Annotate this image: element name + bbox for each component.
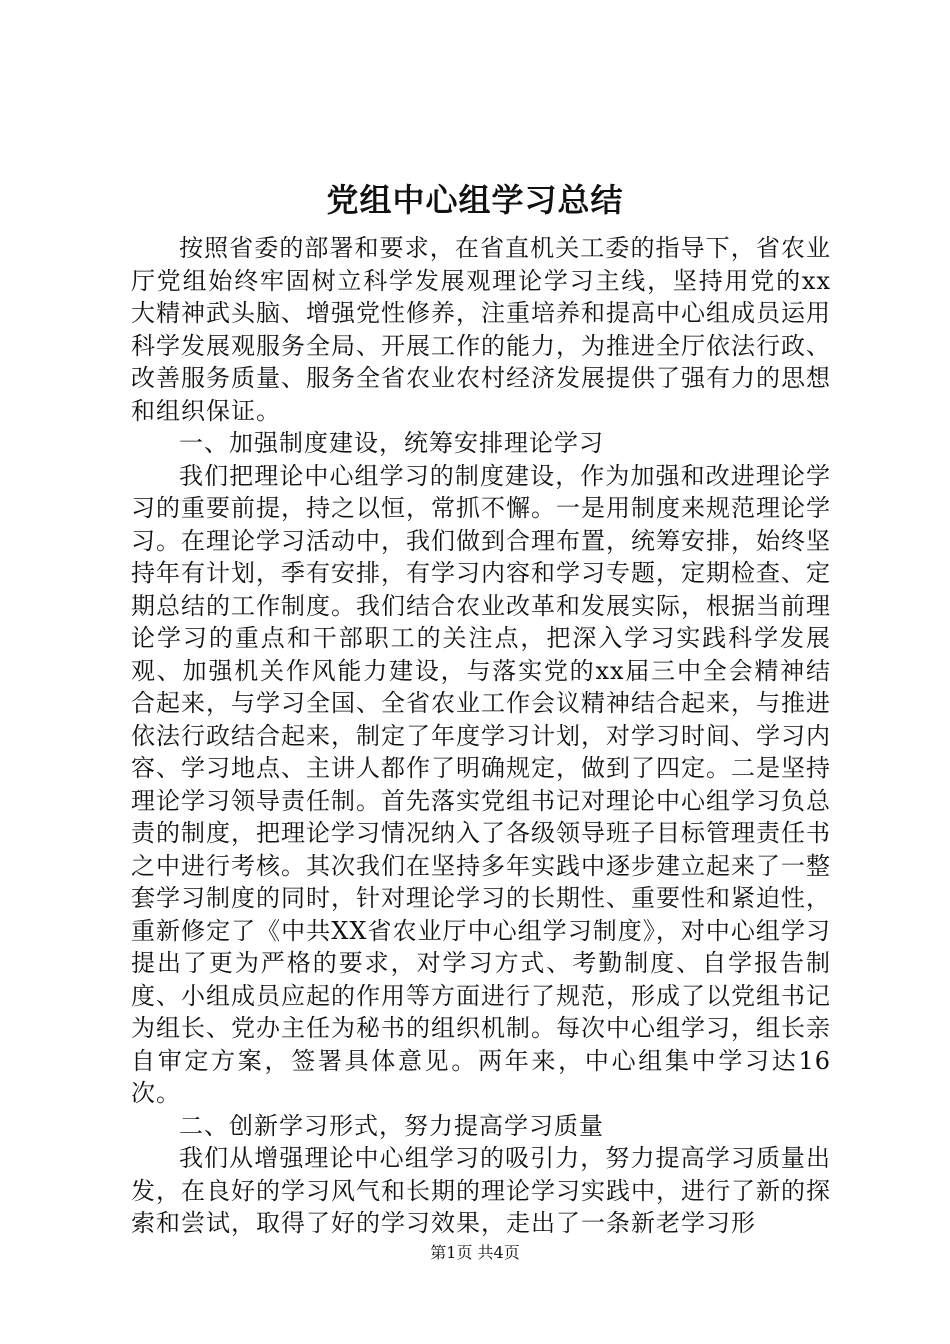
- section-heading-2: 二、创新学习形式，努力提高学习质量: [179, 1111, 604, 1140]
- page-number-footer: 第1页 共4页: [430, 1243, 520, 1262]
- section-2-paragraph: 我们从增强理论中心组学习的吸引力，努力提高学习质量出发，在良好的学习风气和长期的理论学习实践中，进行了新的探索和尝试，取得了好的学习效果，走出了一条新老学习形: [131, 1144, 831, 1237]
- document-body: [131, 232, 831, 1240]
- section-1-paragraph: 我们把理论中心组学习的制度建设，作为加强和改进理论学习的重要前提，持之以恒，常抓不懈。一是用制度来规范理论学习。在理论学习活动中，我们做到合理布置，统筹安排，始终坚持年有计划，季有安排，有学习内容和学习专题，定期检查、定期总结的工作制度。我们结合农业改革和发展实际，根据当前理论学习的重点和干部职工的关注点，把深入学习实践科学发展观、加强机关作风能力建设，与落实党的xx届三中全会精神结合起来，与学习全国、全省农业工作会议精神结合起来，与推进依法行政结合起来，制定了年度学习计划，对学习时间、学习内容、学习地点、主讲人都作了明确规定，做到了四定。二是坚持理论学习领导责任制。首先落实党组书记对理论中心组学习负总责的制度，把理论学习情况纳入了各级领导班子目标管理责任书之中进行考核。其次我们在坚持多年实践中逐步建立起来了一整套学习制度的同时，针对理论学习的长期性、重要性和紧迫性，重新修定了《中共XX省农业厅中心组学习制度》，对中心组学习提出了更为严格的要求，对学习方式、考勤制度、自学报告制度、小组成员应起的作用等方面进行了规范，形成了以党组书记为组长、党办主任为秘书的组织机制。每次中心组学习，组长亲自审定方案，签署具体意见。两年来，中心组集中学习达16次。: [131, 461, 831, 1107]
- section-heading-1: 一、加强制度建设，统筹安排理论学习: [179, 429, 604, 457]
- intro-paragraph: 按照省委的部署和要求，在省直机关工委的指导下，省农业厅党组始终牢固树立科学发展观理论学习主线，坚持用党的xx大精神武头脑、增强党性修养，注重培养和提高中心组成员运用科学发展观服务全局、开展工作的能力，为推进全厅依法行政、改善服务质量、服务全省农业农村经济发展提供了强有力的思想和组织保证。: [131, 234, 831, 425]
- document-title: 党组中心组学习总结: [326, 181, 624, 219]
